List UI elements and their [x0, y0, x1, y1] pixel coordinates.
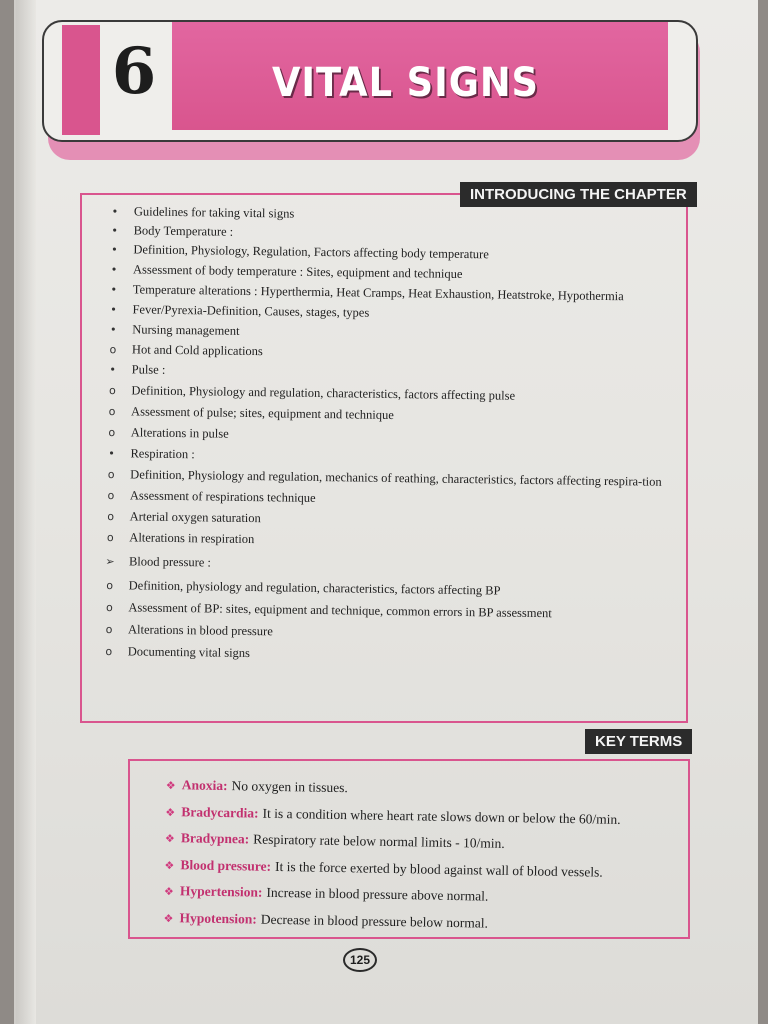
key-term-definition: Respiratory rate below normal limits - 10/min.	[253, 831, 505, 851]
key-term: Hypotension:	[179, 909, 257, 927]
intro-item-text: Assessment of BP: sites, equipment and technique, common errors in BP assessment	[128, 600, 552, 621]
intro-item	[103, 404, 683, 427]
diamond-bullet-icon: ❖	[165, 778, 176, 793]
intro-item	[102, 509, 682, 532]
intro-item-text: Assessment of pulse; sites, equipment and technique	[131, 404, 394, 423]
diamond-bullet-icon: ❖	[164, 858, 175, 872]
intro-item	[104, 302, 684, 325]
bullet-marker: o	[106, 531, 114, 545]
key-term: Blood pressure:	[180, 856, 272, 874]
intro-item-text: Guidelines for taking vital signs	[133, 204, 295, 221]
intro-item	[101, 578, 681, 601]
bullet-marker: o	[108, 426, 116, 440]
bullet-marker: o	[105, 601, 113, 615]
intro-section-label: INTRODUCING THE CHAPTER	[460, 182, 697, 207]
intro-item-text: Definition, Physiology and regulation, characteristics, factors affecting pulse	[131, 383, 516, 403]
bullet-marker: o	[107, 489, 115, 503]
page-number: 125	[343, 948, 377, 972]
diamond-bullet-icon: ❖	[163, 884, 174, 899]
intro-item-text: Definition, physiology and regulation, characteristics, factors affecting BP	[128, 578, 501, 598]
bullet-marker: •	[110, 263, 118, 277]
intro-item-text: Definition, Physiology and regulation, mechanics of reathing, characteristics, factors affecting respira-tion	[130, 467, 662, 489]
intro-item-text: Definition, Physiology, Regulation, Factors affecting body temperature	[133, 242, 489, 262]
intro-item-text: Respiration :	[130, 446, 195, 462]
key-term-item	[164, 882, 674, 909]
intro-item-text: Assessment of respirations technique	[129, 488, 316, 505]
intro-item	[103, 383, 683, 406]
intro-item	[100, 600, 680, 623]
intro-item-text: Nursing management	[132, 322, 240, 338]
bullet-marker: o	[106, 579, 114, 593]
intro-item-text: Hot and Cold applications	[131, 342, 263, 359]
bullet-marker: •	[109, 363, 117, 377]
bullet-marker: •	[110, 283, 118, 297]
bullet-marker: •	[111, 243, 118, 257]
bullet-marker: ➢	[105, 555, 115, 569]
intro-item	[101, 554, 681, 577]
intro-item-text: Alterations in blood pressure	[127, 622, 273, 639]
intro-item-text: Fever/Pyrexia-Definition, Causes, stages, types	[132, 302, 370, 320]
diamond-bullet-icon: ❖	[163, 911, 174, 925]
bullet-marker: •	[108, 447, 115, 461]
key-term-definition: Decrease in blood pressure below normal.	[260, 911, 489, 931]
bullet-marker: o	[107, 510, 115, 524]
key-term: Bradycardia:	[181, 803, 259, 821]
key-terms-list	[163, 776, 676, 944]
key-term: Bradypnea:	[180, 830, 250, 847]
bullet-marker: •	[111, 224, 118, 238]
bullet-marker: o	[108, 405, 116, 419]
chapter-title: VITAL SIGNS	[272, 60, 539, 106]
key-term-item	[163, 908, 673, 935]
bullet-marker: o	[105, 645, 113, 659]
bullet-marker: o	[108, 384, 116, 398]
bullet-marker: o	[107, 468, 115, 482]
intro-item-text: Documenting vital signs	[127, 644, 251, 661]
key-term: Hypertension:	[179, 883, 263, 900]
intro-item-text: Blood pressure :	[128, 554, 212, 570]
intro-item	[101, 530, 681, 553]
chapter-number: 6	[111, 34, 157, 109]
page-spine	[16, 0, 36, 1024]
intro-list	[100, 204, 686, 667]
intro-item	[104, 342, 684, 365]
key-term-definition: Increase in blood pressure above normal.	[266, 884, 489, 904]
intro-item	[105, 262, 685, 285]
intro-item	[102, 446, 682, 469]
chapter-number-accent	[62, 25, 100, 135]
intro-item-text: Temperature alterations : Hyperthermia, Heat Cramps, Heat Exhaustion, Heatstroke, Hypothermia	[132, 282, 624, 304]
intro-item	[102, 467, 682, 490]
diamond-bullet-icon: ❖	[165, 805, 176, 819]
key-term-definition: It is the force exerted by blood against wall of blood vessels.	[274, 858, 603, 880]
intro-item	[100, 622, 680, 645]
bullet-marker: o	[105, 623, 113, 637]
intro-item	[104, 362, 684, 385]
intro-item	[105, 282, 685, 305]
bullet-marker: •	[110, 303, 117, 317]
intro-item	[104, 322, 684, 345]
intro-item-text: Pulse :	[131, 362, 166, 377]
intro-item	[102, 488, 682, 511]
intro-item	[105, 242, 685, 265]
key-term-definition: It is a condition where heart rate slows down or below the 60/min.	[262, 805, 621, 827]
bullet-marker: •	[111, 205, 119, 219]
key-term: Anoxia:	[181, 777, 228, 794]
bullet-marker: o	[109, 343, 117, 357]
key-term-item	[165, 802, 675, 829]
key-terms-label: KEY TERMS	[585, 729, 692, 754]
key-term-item	[164, 855, 674, 882]
intro-item	[103, 425, 683, 448]
diamond-bullet-icon: ❖	[164, 831, 175, 846]
bullet-marker: •	[109, 323, 117, 337]
intro-item-text: Alterations in respiration	[129, 530, 255, 547]
intro-item-text: Alterations in pulse	[130, 425, 229, 441]
key-term-item	[165, 829, 675, 856]
key-term-definition: No oxygen in tissues.	[231, 778, 348, 796]
intro-item-text: Body Temperature :	[133, 223, 234, 239]
intro-item-text: Arterial oxygen saturation	[129, 509, 261, 526]
intro-item-text: Assessment of body temperature : Sites, equipment and technique	[132, 262, 463, 281]
